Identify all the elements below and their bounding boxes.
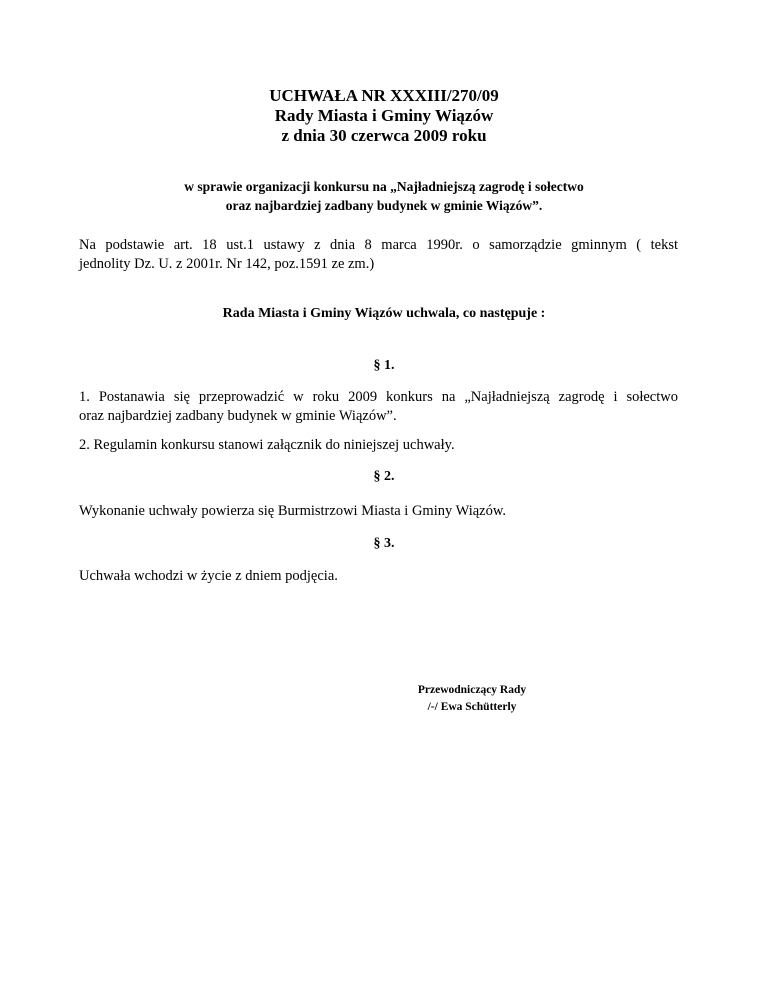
section-2-text: Wykonanie uchwały powierza się Burmistrzowi Miasta i Gminy Wiązów. [79, 503, 506, 519]
resolves-statement: Rada Miasta i Gminy Wiązów uchwala, co następuje : [222, 306, 546, 321]
resolution-date: z dnia 30 czerwca 2009 roku [281, 126, 487, 145]
signature-block [380, 682, 564, 716]
subject-line: oraz najbardziej zadbany budynek w gminie Wiązów”. [225, 198, 543, 213]
section-2-heading: § 2. [373, 469, 395, 484]
section-3-text: Uchwała wchodzi w życie z dniem podjęcia. [79, 568, 338, 584]
legal-basis-line: jednolity Dz. U. z 2001r. Nr 142, poz.1591 ze zm.) [79, 256, 375, 272]
resolution-subject [0, 177, 768, 215]
section-1-point-1 [79, 388, 678, 426]
resolution-title [0, 86, 768, 146]
point-line: 1. Postanawia się przeprowadzić w roku 2009 konkurs na „Najładniejszą zagrodę i sołectwo [79, 389, 678, 405]
point-line: oraz najbardziej zadbany budynek w gminie Wiązów”. [79, 408, 397, 424]
legal-basis-line: Na podstawie art. 18 ust.1 ustawy z dnia 8 marca 1990r. o samorządzie gminnym ( tekst [79, 237, 678, 253]
legal-basis [79, 236, 678, 274]
section-1-heading: § 1. [373, 358, 395, 373]
council-name: Rady Miasta i Gminy Wiązów [274, 106, 494, 125]
resolution-number: UCHWAŁA NR XXXIII/270/09 [269, 86, 499, 105]
section-3-heading: § 3. [373, 536, 395, 551]
signatory-name: /-/ Ewa Schütterly [427, 701, 517, 713]
section-1-point-2: 2. Regulamin konkursu stanowi załącznik do niniejszej uchwały. [79, 437, 455, 453]
subject-line: w sprawie organizacji konkursu na „Najładniejszą zagrodę i sołectwo [184, 179, 584, 194]
signatory-role: Przewodniczący Rady [417, 684, 527, 696]
